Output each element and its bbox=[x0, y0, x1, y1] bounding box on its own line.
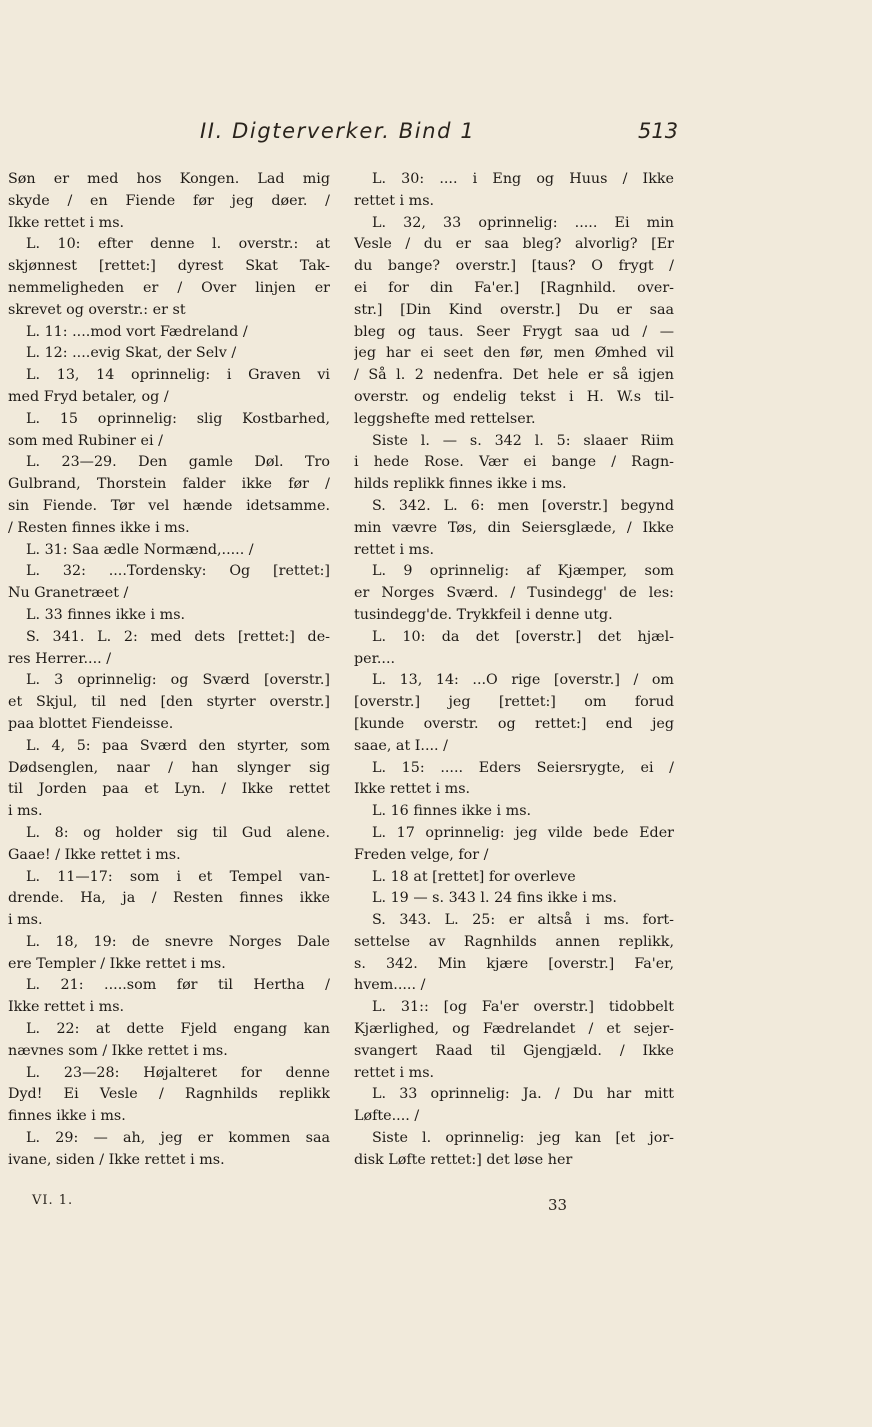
text-line: disk Løfte rettet:] det løse her bbox=[354, 1151, 573, 1168]
text-line: L. 33 oprinnelig: Ja. / Du har mitt bbox=[372, 1086, 674, 1103]
text-line: L. 15: ..... Eders Seiersrygte, ei / bbox=[372, 759, 674, 776]
text-line: Siste l. — s. 342 l. 5: slaaer Riim bbox=[372, 432, 674, 449]
text-line: finnes ikke i ms. bbox=[8, 1108, 126, 1125]
text-line: L. 29: — ah, jeg er kommen saa bbox=[26, 1130, 330, 1147]
text-line: overstr. og endelig tekst i H. W.s til- bbox=[354, 388, 674, 405]
text-line: L. 15 oprinnelig: slig Kostbarhed, bbox=[26, 410, 330, 427]
text-line: et Skjul, til ned [den styrter overstr.] bbox=[8, 694, 330, 711]
text-line: S. 343. L. 25: er altså i ms. fort- bbox=[372, 912, 674, 929]
text-line: ei for din Fa'er.] [Ragnhild. over- bbox=[354, 279, 674, 296]
text-line: L. 23—29. Den gamle Døl. Tro bbox=[26, 454, 330, 471]
running-title: II. Digterverker. Bind 1 bbox=[200, 119, 476, 143]
page-number: 513 bbox=[638, 119, 679, 143]
text-line: settelse av Ragnhilds annen replikk, bbox=[354, 933, 674, 950]
text-line: i hede Rose. Vær ei bange / Ragn- bbox=[354, 454, 674, 471]
text-line: sin Fiende. Tør vel hænde idetsamme. bbox=[8, 497, 330, 514]
text-line: L. 17 oprinnelig: jeg vilde bede Eder bbox=[372, 824, 674, 841]
text-line: Gaae! / Ikke rettet i ms. bbox=[8, 846, 181, 863]
text-line: per.... bbox=[354, 650, 396, 667]
text-line: L. 32, 33 oprinnelig: ..... Ei min bbox=[372, 214, 674, 231]
text-line: L. 4, 5: paa Sværd den styrter, som bbox=[26, 737, 330, 754]
text-line: min vævre Tøs, din Seiersglæde, / Ikke bbox=[354, 519, 674, 536]
text-line: bleg og taus. Seer Frygt saa ud / — bbox=[354, 323, 674, 340]
text-line: L. 13, 14 oprinnelig: i Graven vi bbox=[26, 367, 330, 384]
text-line: Dyd! Ei Vesle / Ragnhilds replikk bbox=[8, 1086, 330, 1103]
text-line: skrevet og overstr.: er st bbox=[8, 301, 186, 318]
text-line: er Norges Sværd. / Tusindegg' de les: bbox=[354, 585, 674, 602]
text-line: res Herrer.... / bbox=[8, 650, 112, 667]
left-text-column bbox=[8, 169, 330, 1172]
text-line: Freden velge, for / bbox=[354, 846, 489, 863]
text-line: Vesle / du er saa bleg? alvorlig? [Er bbox=[354, 236, 674, 253]
text-line: L. 23—28: Højalteret for denne bbox=[26, 1064, 330, 1081]
text-line: s. 342. Min kjære [overstr.] Fa'er, bbox=[354, 955, 674, 972]
running-header bbox=[200, 119, 680, 149]
text-line: rettet i ms. bbox=[354, 541, 435, 558]
signature-mark: VI. 1. bbox=[32, 1193, 74, 1208]
text-line: L. 18 at [rettet] for overleve bbox=[372, 868, 576, 885]
text-line: ere Templer / Ikke rettet i ms. bbox=[8, 955, 226, 972]
text-line: L. 11—17: som i et Tempel van- bbox=[26, 868, 330, 885]
text-line: / Resten finnes ikke i ms. bbox=[8, 519, 190, 536]
text-line: i ms. bbox=[8, 803, 43, 820]
text-line: Søn er med hos Kongen. Lad mig bbox=[8, 171, 330, 187]
text-line: rettet i ms. bbox=[354, 1064, 435, 1081]
text-line: L. 9 oprinnelig: af Kjæmper, som bbox=[372, 563, 674, 580]
text-line: leggshefte med rettelser. bbox=[354, 410, 536, 427]
text-line: L. 10: da det [overstr.] det hjæl- bbox=[372, 628, 674, 645]
text-line: tusindegg'de. Trykkfeil i denne utg. bbox=[354, 606, 613, 623]
text-line: i ms. bbox=[8, 912, 43, 929]
text-line: Ikke rettet i ms. bbox=[8, 999, 125, 1016]
text-line: [kunde overstr. og rettet:] end jeg bbox=[354, 715, 674, 732]
text-line: L. 18, 19: de snevre Norges Dale bbox=[26, 933, 330, 950]
text-line: hvem..... / bbox=[354, 977, 426, 994]
right-text-column bbox=[354, 169, 674, 1172]
text-line: ivane, siden / Ikke rettet i ms. bbox=[8, 1151, 225, 1168]
text-line: saae, at I.... / bbox=[354, 737, 448, 754]
text-line: S. 342. L. 6: men [overstr.] begynd bbox=[372, 497, 674, 514]
text-line: L. 21: .....som før til Hertha / bbox=[26, 977, 330, 994]
text-line: du bange? overstr.] [taus? O frygt / bbox=[354, 258, 674, 275]
text-line: skyde / en Fiende før jeg døer. / bbox=[8, 192, 330, 209]
text-line: rettet i ms. bbox=[354, 192, 435, 209]
text-line: L. 12: ....evig Skat, der Selv / bbox=[26, 345, 237, 362]
text-line: L. 22: at dette Fjeld engang kan bbox=[26, 1021, 330, 1038]
text-line: nævnes som / Ikke rettet i ms. bbox=[8, 1042, 228, 1059]
text-line: L. 8: og holder sig til Gud alene. bbox=[26, 824, 330, 841]
text-line: Gulbrand, Thorstein falder ikke før / bbox=[8, 476, 330, 493]
text-line: L. 30: .... i Eng og Huus / Ikke bbox=[372, 171, 674, 187]
text-line: som med Rubiner ei / bbox=[8, 432, 163, 449]
text-line: drende. Ha, ja / Resten finnes ikke bbox=[8, 890, 330, 907]
text-line: Siste l. oprinnelig: jeg kan [et jor- bbox=[372, 1130, 674, 1147]
text-line: L. 10: efter denne l. overstr.: at bbox=[26, 236, 330, 253]
text-line: nemmeligheden er / Over linjen er bbox=[8, 279, 330, 296]
text-line: L. 32: ....Tordensky: Og [rettet:] bbox=[26, 563, 330, 580]
text-line: str.] [Din Kind overstr.] Du er saa bbox=[354, 301, 674, 318]
text-line: hilds replikk finnes ikke i ms. bbox=[354, 476, 567, 493]
text-line: L. 13, 14: ...O rige [overstr.] / om bbox=[372, 672, 674, 689]
text-line: med Fryd betaler, og / bbox=[8, 388, 169, 405]
text-line: L. 31: Saa ædle Normænd,..... / bbox=[26, 541, 254, 558]
text-line: Løfte.... / bbox=[354, 1108, 420, 1125]
text-line: L. 3 oprinnelig: og Sværd [overstr.] bbox=[26, 672, 330, 689]
text-line: Ikke rettet i ms. bbox=[8, 214, 125, 231]
text-line: L. 19 — s. 343 l. 24 fins ikke i ms. bbox=[372, 890, 617, 907]
text-line: L. 33 finnes ikke i ms. bbox=[26, 606, 186, 623]
text-line: svangert Raad til Gjengjæld. / Ikke bbox=[354, 1042, 674, 1059]
text-line: L. 11: ....mod vort Fædreland / bbox=[26, 323, 248, 340]
sheet-number: 33 bbox=[548, 1196, 568, 1214]
text-line: / Så l. 2 nedenfra. Det hele er så igjen bbox=[354, 367, 674, 384]
text-line: Dødsenglen, naar / han slynger sig bbox=[8, 759, 330, 776]
text-line: skjønnest [rettet:] dyrest Skat Tak- bbox=[8, 258, 330, 275]
text-line: Ikke rettet i ms. bbox=[354, 781, 471, 798]
text-line: S. 341. L. 2: med dets [rettet:] de- bbox=[26, 628, 330, 645]
text-line: L. 16 finnes ikke i ms. bbox=[372, 803, 532, 820]
text-line: Nu Granetræet / bbox=[8, 585, 129, 602]
text-line: Kjærlighed, og Fædrelandet / et sejer- bbox=[354, 1021, 674, 1038]
text-line: jeg har ei seet den før, men Ømhed vil bbox=[354, 345, 674, 362]
text-line: L. 31:: [og Fa'er overstr.] tidobbelt bbox=[372, 999, 674, 1016]
text-line: paa blottet Fiendeisse. bbox=[8, 715, 174, 732]
text-line: til Jorden paa et Lyn. / Ikke rettet bbox=[8, 781, 330, 798]
text-line: [overstr.] jeg [rettet:] om forud bbox=[354, 694, 674, 711]
